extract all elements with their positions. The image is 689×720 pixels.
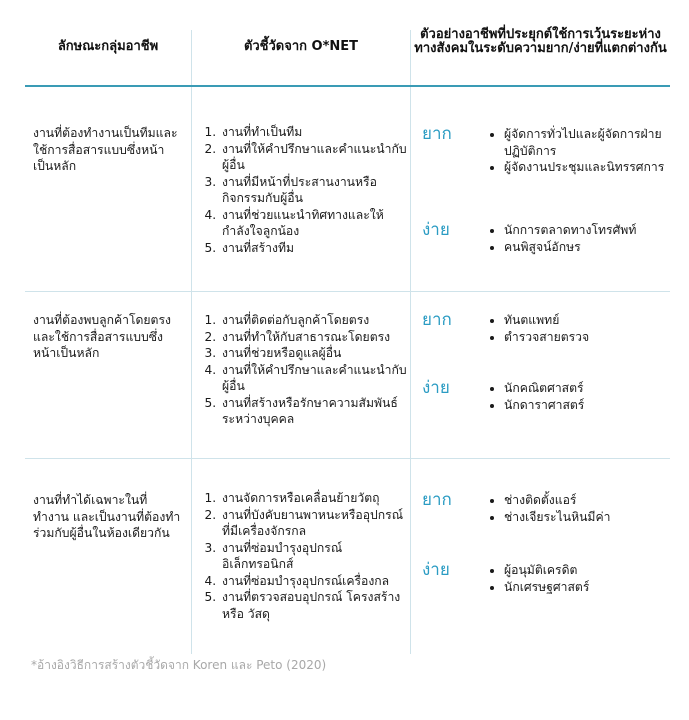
example-item: • นักเศรษฐศาสตร์ (504, 579, 684, 596)
row2-easy-examples (422, 378, 672, 418)
example-item: • คนพิสูจน์อักษร (504, 239, 684, 256)
row1-easy-examples (422, 220, 672, 260)
indicator-item: 1. งานจัดการหรือเคลื่อนย้ายวัตถุ (220, 490, 410, 507)
example-item: • นักการตลาดทางโทรศัพท์ (504, 222, 684, 239)
row1-indicators (205, 124, 410, 256)
difficulty-hard-label: ยาก (422, 124, 452, 144)
indicator-item: 3. งานที่มีหน้าที่ประสานงานหรือกิจกรรมกับผู้อื่น (220, 174, 410, 207)
indicator-item: 2. งานที่ให้คำปรึกษาและคำแนะนำกับผู้อื่น (220, 141, 410, 174)
row2-characteristic: งานที่ต้องพบลูกค้าโดยตรงและใช้การสื่อสารแบบซึ่งหน้าเป็นหลัก (33, 313, 171, 360)
header-examples: ตัวอย่างอาชีพที่ประยุกต์ใช้การเว้นระยะห่างทางสังคมในระดับความยาก/ง่ายที่แตกต่างกัน (414, 27, 667, 56)
footnote: *อ้างอิงวิธีการสร้างตัวชี้วัดจาก Koren และ Peto (2020) (31, 658, 327, 672)
header-rule (25, 85, 670, 87)
indicator-item: 2. งานที่ทำให้กับสาธารณะโดยตรง (220, 329, 410, 346)
indicator-item: 1. งานที่ทำเป็นทีม (220, 124, 410, 141)
difficulty-hard-label: ยาก (422, 490, 452, 510)
row3-easy-examples (422, 560, 672, 600)
difficulty-easy-label: ง่าย (422, 560, 450, 580)
row2-hard-examples (422, 310, 672, 350)
indicator-item: 5. งานที่สร้างทีม (220, 240, 410, 257)
example-item: • นักคณิตศาสตร์ (504, 380, 684, 397)
row-divider (25, 291, 670, 292)
example-item: • นักดาราศาสตร์ (504, 397, 684, 414)
difficulty-easy-label: ง่าย (422, 378, 450, 398)
header-characteristic: ลักษณะกลุ่มอาชีพ (57, 39, 159, 54)
indicator-item: 1. งานที่ติดต่อกับลูกค้าโดยตรง (220, 312, 410, 329)
indicator-item: 4. งานที่ช่วยแนะนำทิศทางและให้กำลังใจลูกน้อง (220, 207, 410, 240)
difficulty-easy-label: ง่าย (422, 220, 450, 240)
example-item: • ช่างเจียระไนหินมีค่า (504, 509, 684, 526)
example-item: • ตำรวจสายตรวจ (504, 329, 684, 346)
indicator-item: 5. งานที่ตรวจสอบอุปกรณ์ โครงสร้าง หรือ วัสดุ (220, 589, 410, 622)
row3-hard-examples (422, 490, 672, 530)
example-item: • ผู้อนุมัติเครดิต (504, 562, 684, 579)
row1-characteristic: งานที่ต้องทำงานเป็นทีมและใช้การสื่อสารแบบซึ่งหน้าเป็นหลัก (33, 126, 178, 173)
difficulty-hard-label: ยาก (422, 310, 452, 330)
example-item: • ทันตแพทย์ (504, 312, 684, 329)
indicator-item: 3. งานที่ช่วยหรือดูแลผู้อื่น (220, 345, 410, 362)
example-item: • ช่างติดตั้งแอร์ (504, 492, 684, 509)
example-item: • ผู้จัดงานประชุมและนิทรรศการ (504, 159, 684, 176)
indicator-item: 5. งานที่สร้างหรือรักษาความสัมพันธ์ระหว่างบุคคล (220, 395, 410, 428)
row1-hard-examples (422, 124, 672, 214)
header-indicators: ตัวชี้วัดจาก O*NET (243, 39, 359, 54)
indicator-item: 4. งานที่ซ่อมบำรุงอุปกรณ์เครื่องกล (220, 573, 410, 590)
indicator-item: 4. งานที่ให้คำปรึกษาและคำแนะนำกับผู้อื่น (220, 362, 410, 395)
row3-indicators (205, 490, 410, 622)
row3-characteristic: งานที่ทำได้เฉพาะในที่ทำงาน และเป็นงานที่ต้องทำร่วมกับผู้อื่นในห้องเดียวกัน (33, 493, 181, 540)
example-item: • ผู้จัดการทั่วไปและผู้จัดการฝ่ายปฏิบัติการ (504, 126, 684, 159)
column-divider (191, 30, 192, 654)
indicator-item: 3. งานที่ซ่อมบำรุงอุปกรณ์อิเล็กทรอนิกส์ (220, 540, 410, 573)
occupation-table (25, 22, 670, 654)
row2-indicators (205, 312, 410, 428)
row-divider (25, 458, 670, 459)
indicator-item: 2. งานที่บังคับยานพาหนะหรืออุปกรณ์ที่มีเครื่องจักรกล (220, 507, 410, 540)
column-divider (410, 30, 411, 654)
